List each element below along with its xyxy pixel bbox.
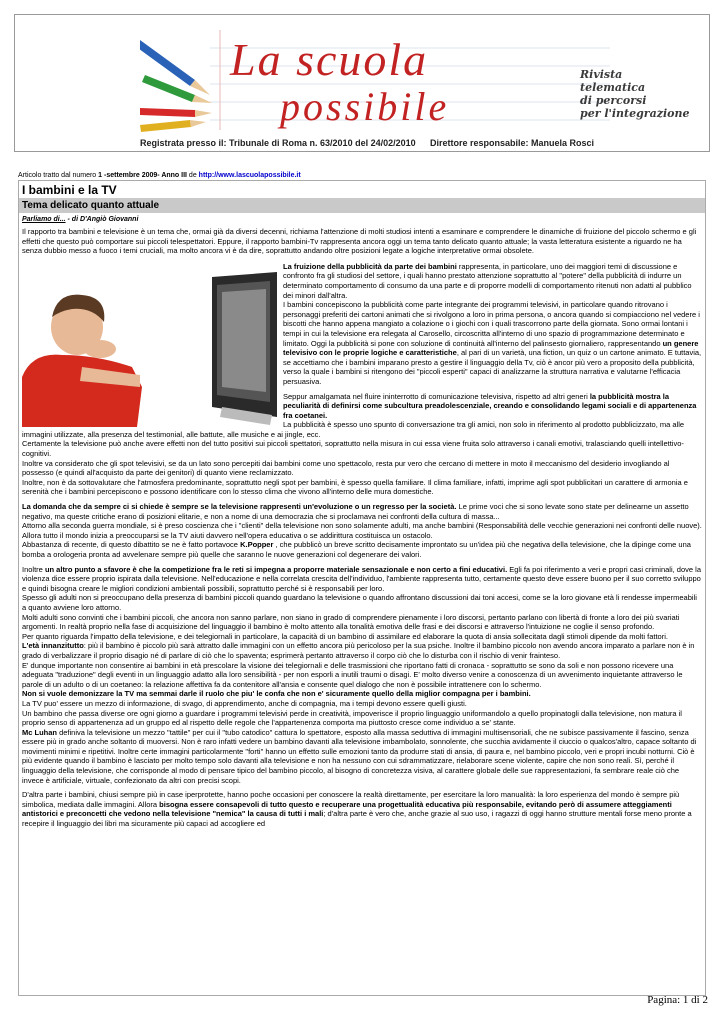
paragraph-7a-text: D'altra parte i bambini, chiusi sempre più in case iperprotette, hanno poche occasioni per conoscere la realtà direttamente, per esercitare la loro manualità: la loro esperienza del mondo è sempre più simbolica, mediata dalle immagini. Allora [22,790,680,809]
paragraph-4c-text: Abbastanza di recente, di questo dibattito se ne è fatto portavoce [22,540,241,550]
paragraph-5d-text: Molti adulti sono convinti che i bambini piccoli, che ancora non sanno parlare, non siano in grado di comprendere pienamente i loro discorsi, pertanto parlano con libertà di fronte a loro dei più svariati argomenti. In realtà proprio nella fase di acquisizione del linguaggio il bambino è molto attento alla tonalità emotiva delle frasi e dei discorsi e attraverso l'intuizione ne coglie il senso profondo. [22,612,680,632]
paragraph-1: Il rapporto tra bambini e televisione è un tema che, ormai già da diversi decenni, richiama l'attenzione di molti studiosi intenti a esaminare e comprendere le dinamiche di fruizione del piccolo schermo e gli effetti che questo può comportare sui piccoli telespettatori. Eppure, il rapporto bambini-Tv rappresenta ancora oggi un tema tanto delicato quanto attuale; la vasta letteratura esistente a riguardo ne ha senza dubbio messo a fuoco i temi cruciali, ma molto ancora vi è da dire, soprattutto andando oltre posizioni legate a logiche interpretative ormai obsolete. [22,227,697,256]
mcluhan-name: Mc Luhan [22,727,57,737]
pencils-logo-graphic [140,20,710,140]
paragraph-6c-text: definiva la televisione un mezzo "tattile" per cui il "tubo catodico" cattura lo spettatore, esposto alla massa seduttiva di immagini multisensoriali, che ne subisce passivamente il fascino, senza essere più in grado anche soltanto di muoversi. Non è raro infatti vedere un bambino davanti alla televisione imbambolato, sonnolente, che succhia avidamente il ciuccio o qualcos'altro, capace soltanto di movimenti minimi e ripetitivi. Inoltre certe immagini particolarmente "forti" hanno un effetto sulle emozioni tanto da produrre stati di ansia, di paura e, nel bambino piccolo, veri e propri incubi notturni. Ciò è più evidente quando il bambino è lasciato per molto tempo solo davanti alla televisione e non ha nessuno con cui sdrammatizzare, rielaborare scene violente, capire che non sono reali. Sì, perché il linguaggio della televisione, che corrisponde al modo di pensare tipico del bambino piccolo, al bisogno di concretezza visiva, al carattere globale delle sue rappresentazioni, fa sembrare reale ciò che invece è artificiale, virtuale, confezionato da altri con precisi scopi. [22,727,697,785]
paragraph-5f-bold: L'età innanzitutto [22,641,84,651]
paragraph-2c-text: , al pari di un varietà, una fiction, un quiz o un cartone animato. E tuttavia, se accettiamo che i bambini imparano presto a gestire il linguaggio della Tv, ciò è ancor più vero a proposito della pubblicità, verso la quale i bambini si ritengono dei "piccoli esperti" capaci di analizzarne la struttura narrativa e valutarne l'efficacia persuasiva. [283,348,702,386]
paragraph-5c-text: Spesso gli adulti non si preoccupano della presenza di bambini piccoli quando guardano la televisione o quando affrontano discussioni dai toni accesi, come se la loro giovane età li rendesse impermeabili a quanto avviene loro attorno. [22,593,697,612]
source-prefix: Articolo tratto dal numero [18,172,99,179]
child-watching-tv-image [22,267,277,427]
paragraph-3c-text: Certamente la televisione può anche avere effetti non del tutto positivi sui piccoli spettatori, soprattutto nella misura in cui essa viene fruita solo attraverso i canali emotivi, tralasciando quelli intellettivo-cognitivi. [22,439,684,459]
paragraph-4a-text: Le prime voci che si sono levate sono state per delinearne un assetto negativo, ma queste critiche erano di posizioni elitarie, e non a nome di una democrazia che si proclamava nei confronti della cultura di massa... [22,502,689,521]
paragraph-5f-text: : più il bambino è piccolo più sarà attratto dalle immagini con un effetto ancora più pericoloso per la sua psiche. Inoltre il bambino piccolo non avendo ancora imparato a parlare non è in grado di verbalizzare il proprio disagio né di parlare di ciò che lo spaventa; esprimerà pertanto attraverso il corpo ciò che lo disturba con il rischio di venir frainteso. [22,641,695,660]
paragraph-7b-text: ; d'altra parte è vero che, anche grazie al suo uso, i ragazzi di oggi hanno strutture mentali forse meno pronte a recepire il linguaggio dei libri ma sicuramente più capaci ad accogliere ed [22,809,692,829]
paragraph-6a-text: La TV puo' essere un mezzo di informazione, di svago, di apprendimento, anche di compagnia, ma i tempi devono essere quelli giusti. [22,698,467,708]
paragraph-5 [22,565,702,786]
tagline-line-1: Rivista [580,68,623,81]
paragraph-2b-bold: un genere televisivo con le proprie logiche e caratteristiche [283,338,699,358]
article-subtitle: Tema delicato quanto attuale [19,198,705,213]
source-link[interactable]: http://www.lascuolapossibile.it [198,172,301,179]
child-tv-photo [22,267,277,427]
paragraph-2-text: rappresenta, in particolare, uno dei maggiori temi di discussione e confronto fra gli studiosi del settore, i quali hanno prestato attenzione soprattutto al "potere" della pubblicità di indurre un determinato comportamento di consumo da una parte e di proporre modelli di comportamento ritenuti non adatti al pubblico dei minori dall'altra. [283,261,692,300]
paragraph-4-bold: La domanda che da sempre ci si chiede è sempre se la televisione rappresenti un'evoluzione o un regresso per la società. [22,502,457,512]
magazine-banner [140,20,710,150]
paragraph-7 [22,790,702,828]
article-source [18,172,301,179]
article-box [18,180,706,996]
popper-name: K.Popper [240,540,274,550]
paragraph-3b-text: La pubblicità è spesso uno spunto di conversazione tra gli amici, non solo in riferimento al prodotto pubblicizzato, ma alle immagini utilizzate, alla presenza del testimonial, alle battute, alle musiche e ai jingle, ecc. [22,420,685,439]
logo-line2: possibile [280,84,450,129]
paragraph-3-bold: la pubblicità mostra la peculiarità di definirsi come subcultura preadolescenziale, creando e consolidando legami sociali e di appartenenza fra coetanei. [283,391,697,420]
registration-bar [140,138,595,148]
source-issue: 1 -settembre 2009- Anno III [98,172,187,179]
paragraph-5e-text: Per quanto riguarda l'impatto della televisione, e dei telegiornali in particolare, la capacità di un bambino di assimilare ed elaborare la quota di ansia sollecitata dagli stimoli dipende da molti fattori. [22,631,668,641]
paragraph-3d-text: Inoltre va considerato che gli spot televisivi, se da un lato sono percepiti dai bambini come uno spettacolo, resta pur vero che cercano di mettere in moto il meccanismo del desiderio invogliando al possesso (e quindi all'acquisto da parte dei genitori) di quanto viene reclamizzato. [22,458,670,478]
paragraph-6b-text: Un bambino che passa diverse ore ogni giorno a guardare i programmi televisivi perde in creatività, impoverisce il proprio linguaggio uniformandolo a quello propinatogli dalla televisione, non matura il proprio senso di appartenenza ad un gruppo ed al rispetto delle regole che l'appartenenza comporta ma piuttosto cresce come individuo a se' stante. [22,708,682,728]
paragraph-4d-text: , che pubblicò un breve scritto decisamente improntato su un'idea più che negativa della televisione, che la dipinge come una bomba a orologeria pronta ad avvelenare sempre più quelle che saranno le nuove generazioni col degenerare dei valori. [22,540,691,559]
byline-author: - di D'Angiò Giovanni [65,216,139,223]
byline [22,216,702,223]
tagline-line-4: per l'integrazione [580,107,690,120]
paragraph-5-bold: un altro punto a sfavore è che la competizione fra le reti si impegna a proporre materiale sensazionale e non certo a fini educativi. [44,564,508,574]
article-title: I bambini e la TV [22,183,117,197]
paragraph-4 [22,502,702,560]
tagline-line-3: di percorsi [580,94,647,107]
paragraph-4b-text: Attorno alla seconda guerra mondiale, si è preso coscienza che i "clienti" della televisione non sono solamente adulti, ma anche bambini (Responsabilità delle vecchie generazioni nei confronti delle nuove). Allora tutto il mondo inizia a preoccuparsi se la TV aiuti davvero nell'opera educativa o se addirittura costituisca un ostacolo. [22,521,702,540]
paragraph-7-bold: bisogna essere consapevoli di tutto questo e recuperare una progettualità educativa più responsabile, evitando però di assumere atteggiamenti antistorici e preconcetti che vedono nella televisione "nemica" la causa di tutti i mali [22,799,672,819]
tagline-line-2: telematica [580,81,646,94]
paragraph-3a-text: Seppur amalgamata nel fluire ininterrotto di comunicazione televisiva, rispetto ad altri generi [283,391,590,401]
source-middle: de [186,172,199,179]
director-text: Direttore responsabile: Manuela Rosci [430,138,595,148]
paragraph-5g-text: E' dunque importante non consentire ai bambini in età prescolare la visione dei telegiornali e delle trasmissioni che riportano fatti di cronaca - soprattutto se sono da soli e non possono ricevere una adeguata "traduzione" degli eventi in un linguaggio adatto alla loro sensibilità - per non esporli a inutili traumi o disagi. E' molto diverso venire a conoscenza di un avvenimento inquietante attraverso le parole di un adulto o di un coetaneo: la relazione affettiva fa da contenitore all'ansia e consente quel dialogo che non è possibile intrattenere con lo schermo. [22,660,683,689]
paragraph-5b-text: Egli fa poi riferimento a veri e propri casi criminali, dove la violenza dice essere proprio ispirata dalla televisione. Nell'educazione e nella correlata crescita dell'individuo, l'ambiente rappresenta tutto, certamente questo deve essere buono per il suo corretto sviluppo e quindi bisogna creare le migliori condizioni ambientali possibili, soprattutto perché si è responsabili per loro. [22,564,701,593]
paragraph-2b-text: I bambini concepiscono la pubblicità come parte integrante dei programmi televisivi, in particolare quando ritrovano i personaggi preferiti dei cartoni animati che si rivolgono a loro in prima persona, o ancora quando si compiacciono nel vedere i biscotti che hanno appena mangiato a colazione o i giochi con i quali trascorrono parte della giornata. Sono ormai lontani i tempi in cui la televisione era relegata al Carosello, circoscritta all'interno di uno spazio di programmazione determinato e limitato. Oggi la pubblicità si pone con soluzione di continuità all'interno del palinsesto giornaliero, rappresentando [283,300,700,348]
paragraph-3e-text: Inoltre, non è da sottovalutare che l'atmosfera predominante, soprattutto negli spot per bambini, è spesso quella familiare. Il clima familiare, infatti, imprime agli spot pubblicitari un carattere di armonia e serenità che i bambini percepiscono e possono identificare con lo stesso clima che vivono all'interno delle mura domestiche. [22,477,688,497]
page-number: Pagina: 1 di 2 [647,994,708,1006]
pencil-icons [140,40,212,132]
paragraph-5a-text: Inoltre [22,564,45,574]
registration-text: Registrata presso il: Tribunale di Roma n. 63/2010 del 24/02/2010 [140,138,416,148]
byline-section[interactable]: Parliamo di... [22,216,66,223]
paragraph-2-bold: La fruizione della pubblicità da parte dei bambini [283,261,457,271]
paragraph-6-bold: Non si vuole demonizzare la TV ma semmai darle il ruolo che piu' le confa che non e' sicuramente quello della miglior compagna per i bambini. [22,689,531,699]
logo-line1: La scuola [230,34,429,85]
